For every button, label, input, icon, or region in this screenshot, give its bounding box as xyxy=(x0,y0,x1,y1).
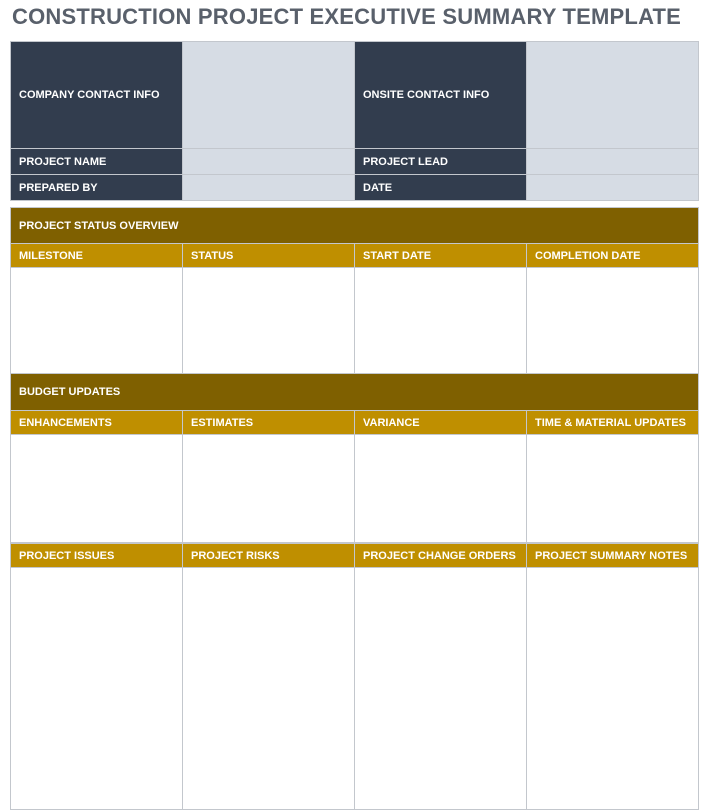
page-title: CONSTRUCTION PROJECT EXECUTIVE SUMMARY TEMPLATE xyxy=(12,4,682,29)
time-material-updates-cell[interactable] xyxy=(527,435,699,543)
company-contact-label: COMPANY CONTACT INFO xyxy=(11,42,183,149)
budget-updates-table xyxy=(10,373,699,543)
date-label: DATE xyxy=(355,175,527,201)
contact-info-table xyxy=(10,41,699,201)
enhancements-cell[interactable] xyxy=(11,435,183,543)
column-header-time-material-updates: TIME & MATERIAL UPDATES xyxy=(527,411,699,435)
start-date-cell[interactable] xyxy=(355,268,527,374)
onsite-contact-label: ONSITE CONTACT INFO xyxy=(355,42,527,149)
column-header-variance: VARIANCE xyxy=(355,411,527,435)
project-risks-cell[interactable] xyxy=(183,568,355,810)
column-header-start-date: START DATE xyxy=(355,244,527,268)
column-header-status: STATUS xyxy=(183,244,355,268)
onsite-contact-field[interactable] xyxy=(527,42,699,149)
status-overview-table xyxy=(10,207,699,374)
column-header-enhancements: ENHANCEMENTS xyxy=(11,411,183,435)
column-header-milestone: MILESTONE xyxy=(11,244,183,268)
column-header-estimates: ESTIMATES xyxy=(183,411,355,435)
completion-date-cell[interactable] xyxy=(527,268,699,374)
column-header-project-issues: PROJECT ISSUES xyxy=(11,544,183,568)
variance-cell[interactable] xyxy=(355,435,527,543)
column-header-project-change-orders: PROJECT CHANGE ORDERS xyxy=(355,544,527,568)
column-header-completion-date: COMPLETION DATE xyxy=(527,244,699,268)
project-summary-notes-cell[interactable] xyxy=(527,568,699,810)
status-overview-title: PROJECT STATUS OVERVIEW xyxy=(11,208,699,244)
project-lead-label: PROJECT LEAD xyxy=(355,149,527,175)
project-lead-field[interactable] xyxy=(527,149,699,175)
company-contact-field[interactable] xyxy=(183,42,355,149)
column-header-project-risks: PROJECT RISKS xyxy=(183,544,355,568)
project-change-orders-cell[interactable] xyxy=(355,568,527,810)
project-notes-table xyxy=(10,543,699,810)
prepared-by-label: PREPARED BY xyxy=(11,175,183,201)
budget-updates-title: BUDGET UPDATES xyxy=(11,374,699,411)
column-header-project-summary-notes: PROJECT SUMMARY NOTES xyxy=(527,544,699,568)
date-field[interactable] xyxy=(527,175,699,201)
status-cell[interactable] xyxy=(183,268,355,374)
project-name-field[interactable] xyxy=(183,149,355,175)
milestone-cell[interactable] xyxy=(11,268,183,374)
prepared-by-field[interactable] xyxy=(183,175,355,201)
project-issues-cell[interactable] xyxy=(11,568,183,810)
project-name-label: PROJECT NAME xyxy=(11,149,183,175)
estimates-cell[interactable] xyxy=(183,435,355,543)
